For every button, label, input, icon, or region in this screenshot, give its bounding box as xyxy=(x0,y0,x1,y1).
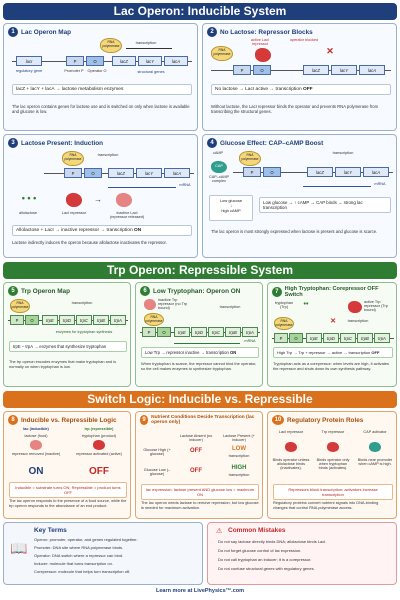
panel-nutrient-conditions xyxy=(135,411,263,519)
cell-low-present: HIGH xyxy=(231,465,247,471)
trp-step-2: repressor activated (active) xyxy=(76,452,122,456)
roles-equation: Repressors block transcription; activators increase transcription xyxy=(273,484,393,500)
term-item: Corepressor: molecule that helps turn transcription off. xyxy=(34,569,131,574)
panel-note: The lac operon is most strongly expressed when lactose is present and glucose is scarce. xyxy=(211,229,378,234)
panel-note: Without lactose, the LacI repressor binds the operator and prevents RNA polymerase from transcribing the structural genes. xyxy=(211,104,379,115)
cap-camp-complex-label: CAP–cAMP complex xyxy=(208,175,230,183)
gene-trpc: trpC xyxy=(76,315,92,325)
glucose-box: Low glucose ↓ high cAMP xyxy=(209,195,253,221)
laci-icon xyxy=(285,442,297,452)
operator-blocked-label: operator blocked xyxy=(289,38,319,42)
panel-trp-map xyxy=(3,282,131,387)
panel-title: Lactose Present: Induction xyxy=(21,139,104,147)
gene-laca: lacA xyxy=(363,167,389,177)
blocked-x-icon: ✕ xyxy=(326,46,334,56)
promoter: P xyxy=(142,327,156,337)
col-lactose-present: Lactose Present (+ inducer) xyxy=(223,434,255,442)
operator: O xyxy=(157,327,171,337)
panel-note: The trp operon encodes enzymes that make tryptophan and is normally on when tryptophan is low. xyxy=(9,359,117,370)
gene-trpa: trpA xyxy=(110,315,126,325)
mrna-label: mRNA xyxy=(179,183,191,187)
gene-trpc: trpC xyxy=(340,333,356,343)
panel-note: Tryptophan acts as a corepressor: when levels are high, it activates the repressor and shuts down its own synthesis pathway. xyxy=(273,361,389,372)
panel-number: 4 xyxy=(207,138,217,148)
transcription-label: transcription xyxy=(332,151,354,155)
tryptophan-label: tryptophan (Trp) xyxy=(275,301,293,309)
lac-map-equation: lacZ + lacY + lacA → lactose metabolism enzymes xyxy=(12,84,192,95)
cap-icon xyxy=(369,442,381,452)
panel-note: The lac operon needs lactose to remove repression, but low glucose is needed for maximum activation. xyxy=(141,500,259,511)
common-mistakes-box xyxy=(207,522,397,585)
lac-column-header: lac (inducible) xyxy=(23,427,49,431)
gene-trpe: trpE xyxy=(42,315,58,325)
trp-role-label: Trp repressor xyxy=(321,430,345,434)
cell-high-present-sub: transcription xyxy=(228,454,250,458)
row-glucose-low: Glucose Low (– glucose) xyxy=(143,468,171,476)
rna-polymerase: RNA polymerase xyxy=(211,46,233,61)
laci-repressor xyxy=(66,193,82,207)
lac-section-header: Lac Operon: Inducible System xyxy=(3,3,397,20)
gene-lacz: lacZ xyxy=(303,65,329,75)
gene-trpd: trpD xyxy=(59,315,75,325)
rna-polymerase: RNA polymerase xyxy=(144,313,164,326)
panel-number: 1 xyxy=(8,27,18,37)
cell-low-absent: OFF xyxy=(190,468,202,474)
allolactose-dots-icon: • • • xyxy=(21,193,37,203)
arrow-icon: → xyxy=(94,195,102,204)
panel-number: 5 xyxy=(8,286,18,296)
low-trp-equation: Low Trp → repressor inactive → transcription ON xyxy=(141,347,259,358)
gene-trpe: trpE xyxy=(306,333,322,343)
promoter-label: Promoter P xyxy=(64,69,84,73)
inactive-laci-label: inactive LacI (repressor released) xyxy=(109,211,145,219)
gene-trpb: trpB xyxy=(225,327,241,337)
promoter: P xyxy=(274,333,288,343)
mrna-strand xyxy=(108,187,176,188)
panel-high-trp xyxy=(267,282,397,387)
warning-icon: ⚠ xyxy=(216,527,223,535)
operator: O xyxy=(253,65,271,75)
operator: O xyxy=(86,56,104,66)
trp-dots-icon: •• xyxy=(303,301,309,308)
gene-lacy: lacY xyxy=(136,168,162,178)
panel-number: 3 xyxy=(8,138,18,148)
panel-number: 8 xyxy=(8,415,18,425)
rna-polymerase: RNA polymerase xyxy=(239,151,261,166)
blocked-x-icon: ✕ xyxy=(330,318,336,325)
laci-repressor-bound xyxy=(255,48,271,62)
panel-title: High Tryptophan: Corepressor OFF Switch xyxy=(284,286,379,298)
transcription-label: transcription xyxy=(219,305,241,309)
rna-polymerase: RNA polymerase xyxy=(274,317,294,330)
laci-role-desc: Binds operator unless allolactose binds (inactivates). xyxy=(272,458,310,470)
term-item: Promoter: DNA site where RNA polymerase binds. xyxy=(34,545,124,550)
panel-note: Lactose indirectly induces the operon because allolactose inactivates the repressor. xyxy=(12,240,167,245)
mistakes-title: Common Mistakes xyxy=(228,527,286,534)
gene-trpd: trpD xyxy=(323,333,339,343)
gene-trpa: trpA xyxy=(242,327,258,337)
panel-title: Nutrient Conditions Decide Transcription (lac operon only) xyxy=(151,415,255,425)
transcription-label: transcription xyxy=(97,153,119,157)
operator: O xyxy=(263,167,281,177)
mrna-label: mRNA xyxy=(374,182,386,186)
panel-lactose-present xyxy=(3,134,198,258)
trp-section-header: Trp Operon: Repressible System xyxy=(3,262,397,279)
panel-note: The lac operon responds to the presence of a food source, while the trp operon responds to the abundance of an end product. xyxy=(9,498,127,509)
gene-laci: lacI xyxy=(16,56,42,66)
regulatory-gene-label: regulatory gene xyxy=(15,69,43,73)
cell-high-present: LOW xyxy=(232,446,246,452)
gene-lacy: lacY xyxy=(331,65,357,75)
key-terms-title: Key Terms xyxy=(34,527,67,534)
active-repressor-label: active LacI repressor xyxy=(250,38,270,46)
term-item: Inducer: molecule that turns transcription on. xyxy=(34,561,113,566)
cap-equation: Low glucose → ↑ cAMP → CAP binds → strong lac transcription xyxy=(259,197,391,213)
gene-trpd: trpD xyxy=(191,327,207,337)
panel-lac-map xyxy=(3,23,198,131)
trp-step-1: tryptophan (product) xyxy=(81,434,117,438)
panel-title: Regulatory Protein Roles xyxy=(287,416,364,424)
operator-label: Operator O xyxy=(87,69,107,73)
laci-label: LacI repressor xyxy=(61,211,87,215)
nutrient-equation: lac expression: lactose present AND glucose low = maximum ON xyxy=(141,484,259,500)
gene-trpa: trpA xyxy=(374,333,390,343)
mistake-item: Do not forget glucose control of lac expression. xyxy=(218,548,302,553)
induction-equation: Allolactose + LacI → inactive repressor → transcription ON xyxy=(12,225,192,236)
lac-step-1: lactose (food) xyxy=(24,434,48,438)
key-terms-box xyxy=(3,522,203,585)
operator: O xyxy=(25,315,39,325)
promoter: P xyxy=(10,315,24,325)
footer-link[interactable]: Learn more at LivePhysics™.com xyxy=(155,588,245,594)
high-trp-equation: High Trp → Trp + repressor → active → transcription OFF xyxy=(273,347,393,358)
inactive-repressor-label: inactive Trp repressor (no Trp bound) xyxy=(158,298,188,310)
cap-label: CAP xyxy=(215,164,223,168)
trp-map-equation: trpE – trpA → enzymes that synthesize tryptophan xyxy=(9,341,127,352)
cap-role-desc: Binds near promoter when cAMP is high. xyxy=(357,458,393,466)
allolactose-label: allolactose xyxy=(19,211,37,215)
panel-title: Glucose Effect: CAP–cAMP Boost xyxy=(220,139,324,147)
transcription-label: transcription xyxy=(71,301,93,305)
gene-laca: lacA xyxy=(359,65,385,75)
panel-low-trp xyxy=(135,282,263,387)
panel-title: Inducible vs. Repressible Logic xyxy=(21,416,117,424)
switch-section-header: Switch Logic: Inducible vs. Repressible xyxy=(3,391,397,408)
gene-laca: lacA xyxy=(164,56,188,66)
trp-role-desc: Binds operator only when tryptophan binds (activates). xyxy=(316,458,350,470)
transcription-label: transcription xyxy=(347,319,369,323)
panel-logic xyxy=(3,411,131,519)
promoter: P xyxy=(64,168,82,178)
no-lactose-equation: No lactose → LacI active → transcription OFF xyxy=(211,84,391,95)
panel-protein-roles xyxy=(267,411,397,519)
panel-number: 10 xyxy=(272,415,284,425)
operator: O xyxy=(84,168,102,178)
active-trp-repressor xyxy=(348,301,362,313)
operator: O xyxy=(289,333,303,343)
panel-note: Regulatory proteins convert nutrient signals into DNA-binding changes that control RNA polymerase access. xyxy=(273,500,379,511)
lac-step-2: repressor removed (inactive) xyxy=(11,452,61,456)
promoter: P xyxy=(66,56,84,66)
transcription-label: transcription xyxy=(135,41,157,45)
inactive-laci xyxy=(116,193,132,207)
mistake-item: Do not say lactose directly binds DNA; allolactose binds LacI. xyxy=(218,539,327,544)
gene-lacz: lacZ xyxy=(112,56,136,66)
col-lactose-absent: Lactose Absent (no inducer) xyxy=(179,434,213,442)
panel-title: Trp Operon Map xyxy=(21,287,70,295)
trp-repressor-icon xyxy=(327,442,339,452)
gene-trpc: trpC xyxy=(208,327,224,337)
panel-title: Lac Operon Map xyxy=(21,28,72,36)
mrna-label: mRNA xyxy=(244,339,256,343)
mrna-strand xyxy=(174,343,240,344)
laci-role-label: LacI repressor xyxy=(278,430,304,434)
cell-low-present-sub: transcription xyxy=(228,473,250,477)
gene-lacy: lacY xyxy=(335,167,361,177)
row-glucose-high: Glucose High (+ glucose) xyxy=(143,448,171,456)
gene-lacz: lacZ xyxy=(108,168,134,178)
camp-label: cAMP xyxy=(212,151,224,155)
mistake-item: Do not call tryptophan an inducer; it is a corepressor. xyxy=(218,557,312,562)
panel-number: 9 xyxy=(140,415,148,425)
rna-polymerase: RNA polymerase xyxy=(10,299,30,313)
inactive-trp-repressor xyxy=(144,299,156,310)
rna-polymerase: RNA polymerase xyxy=(100,38,122,53)
mrna-strand xyxy=(303,186,371,187)
logic-equation: Inducible = substrate turns ON; Repressible = product turns OFF xyxy=(9,482,127,498)
book-icon: 📖 xyxy=(10,541,28,557)
lac-repressor-icon xyxy=(30,440,42,450)
promoter: P xyxy=(243,167,261,177)
promoter: P xyxy=(233,65,251,75)
cell-high-absent: OFF xyxy=(190,448,202,454)
trp-off-result: OFF xyxy=(89,466,109,477)
structural-genes-label: structural genes xyxy=(137,70,165,74)
panel-number: 2 xyxy=(207,27,217,37)
gene-laca: lacA xyxy=(164,168,190,178)
panel-glucose-effect xyxy=(202,134,397,258)
gene-lacz: lacZ xyxy=(307,167,333,177)
active-repressor-label: active Trp repressor (Trp bound) xyxy=(364,300,388,312)
panel-title: Low Tryptophan: Operon ON xyxy=(153,287,241,295)
lac-on-result: ON xyxy=(28,466,44,477)
panel-title: No Lactose: Repressor Blocks xyxy=(220,28,313,36)
panel-note: The lac operon contains genes for lactose use and is switched on only when lactose is available and glucose is low. xyxy=(12,104,190,115)
rna-polymerase: RNA polymerase xyxy=(62,151,84,166)
gene-trpb: trpB xyxy=(357,333,373,343)
gene-trpe: trpE xyxy=(174,327,190,337)
trp-column-header: trp (repressible) xyxy=(84,427,114,431)
term-item: Operator: DNA switch where a repressor can bind. xyxy=(34,553,124,558)
gene-lacy: lacY xyxy=(138,56,162,66)
trp-repressor-icon xyxy=(93,440,105,450)
panel-number: 6 xyxy=(140,286,150,296)
term-item: Operon: promoter, operator, and genes regulated together. xyxy=(34,537,138,542)
transcription-arrow xyxy=(126,48,172,49)
mistake-item: Do not confuse structural genes with regulatory genes. xyxy=(218,566,315,571)
panel-no-lactose xyxy=(202,23,397,131)
panel-number: 7 xyxy=(272,287,282,297)
cap-role-label: CAP activator xyxy=(363,430,387,434)
structural-genes-label: enzymes for tryptophan synthesis xyxy=(55,330,113,334)
panel-note: When tryptophan is scarce, the repressor cannot bind the operator, so the cell makes enzymes to synthesize tryptophan. xyxy=(141,361,257,372)
gene-trpb: trpB xyxy=(93,315,109,325)
